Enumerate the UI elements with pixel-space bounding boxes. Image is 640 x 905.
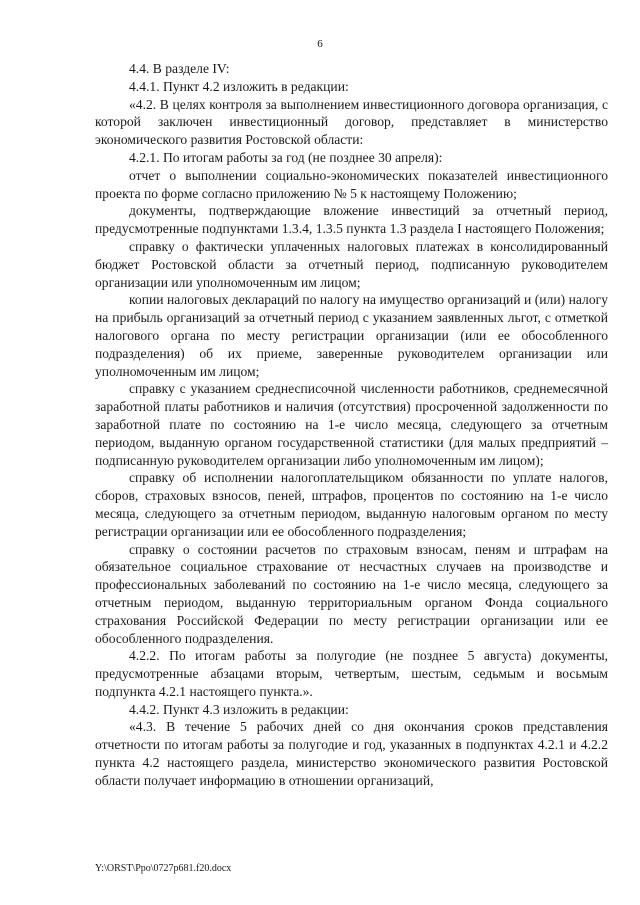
paragraph: справку о фактически уплаченных налоговых платежах в консолидированный бюджет Ростовской области за отчетный период, подписанную руководителем организации или уполномоченным им лицом;: [95, 238, 608, 290]
paragraph: документы, подтверждающие вложение инвестиций за отчетный период, предусмотренные подпунктами 1.3.4, 1.3.5 пункта 1.3 раздела I настоящего Положения;: [95, 203, 608, 237]
paragraph: копии налоговых деклараций по налогу на имущество организаций и (или) налогу на прибыль организаций за отчетный период с указанием заявленных льгот, с отметкой налогового органа по месту регистрации организации (или ее обособленного подразделения) об их приеме, заверенные руководителем организации или уполномоченным им лицом;: [95, 292, 608, 379]
paragraph: «4.2. В целях контроля за выполнением инвестиционного договора организация, с которой заключен инвестиционный договор, представляет в министерство экономического развития Ростовской области:: [95, 96, 608, 148]
paragraph: 4.4.1. Пункт 4.2 изложить в редакции:: [129, 78, 349, 94]
document-body: [95, 60, 608, 790]
paragraph: справку о состоянии расчетов по страховым взносам, пеням и штрафам на обязательное социальное страхование от несчастных случаев на производстве и профессиональных заболеваний по состоянию на 1-е число месяца, следующего за отчетным периодом, выданную территориальным органом Фонда социального страхования Российской Федерации по месту регистрации организации или ее обособленного подразделения.: [95, 541, 608, 646]
paragraph: справку с указанием среднесписочной численности работников, среднемесячной заработной платы работников и наличия (отсутствия) просроченной задолженности по заработной плате по состоянию на 1-е число месяца, следующего за отчетным периодом, выданную органом государственной статистики (для малых предприятий – подписанную руководителем организации либо уполномоченным им лицом);: [95, 381, 608, 468]
file-path-footer: Y:\ORST\Ppo\0727p681.f20.docx: [95, 863, 232, 874]
paragraph: 4.2.1. По итогам работы за год (не позднее 30 апреля):: [129, 149, 443, 165]
paragraph: «4.3. В течение 5 рабочих дней со дня окончания сроков представления отчетности по итогам работы за полугодие и год, указанных в подпунктах 4.2.1 и 4.2.2 пункта 4.2 настоящего раздела, министерство экономического развития Ростовской области получает информацию в отношении организаций,: [95, 719, 608, 788]
page-number: 6: [317, 38, 323, 50]
paragraph: 4.4. В разделе IV:: [129, 61, 230, 76]
paragraph: 4.2.2. По итогам работы за полугодие (не позднее 5 августа) документы, предусмотренные абзацами вторым, четвертым, шестым, седьмым и восьмым подпункта 4.2.1 настоящего пункта.».: [95, 648, 608, 699]
paragraph: справку об исполнении налогоплательщиком обязанности по уплате налогов, сборов, страховых взносов, пеней, штрафов, процентов по состоянию на 1-е число месяца, следующего за отчетным периодом, выданную налоговым органом по месту регистрации организации или ее обособленного подразделения;: [95, 470, 608, 539]
paragraph: отчет о выполнении социально-экономических показателей инвестиционного проекта по форме согласно приложению № 5 к настоящему Положению;: [95, 167, 608, 201]
paragraph: 4.4.2. Пункт 4.3 изложить в редакции:: [129, 701, 349, 717]
